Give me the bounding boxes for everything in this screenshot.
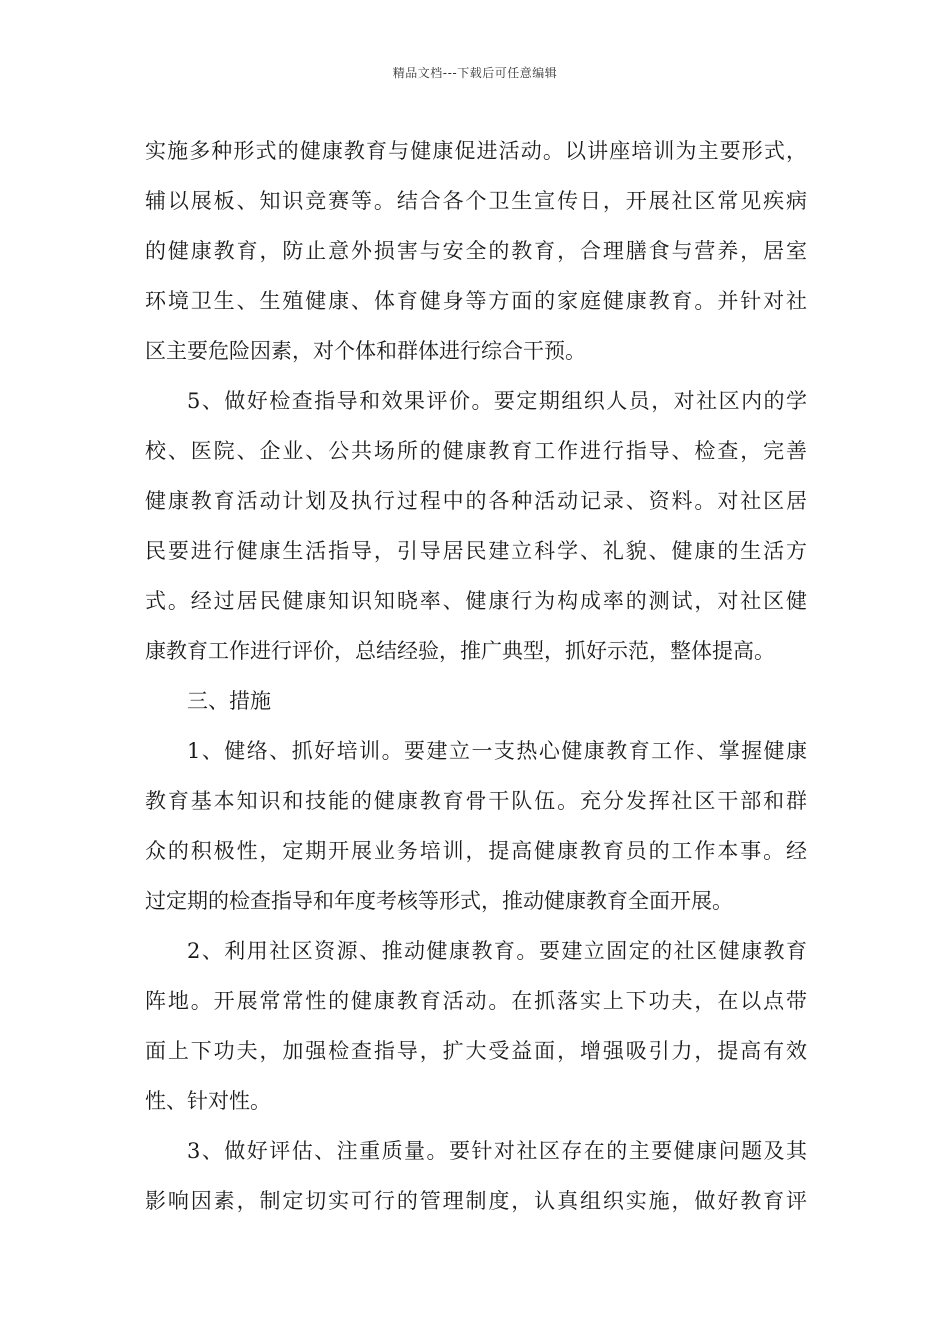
text-line: 健康教育活动计划及执行过程中的各种活动记录、资料。对社区居 — [145, 489, 807, 513]
text-line: 1、健络、抓好培训。要建立一支热心健康教育工作、掌握健康 — [187, 739, 807, 763]
text-line: 2、利用社区资源、推动健康教育。要建立固定的社区健康教育 — [187, 939, 807, 963]
text-line: 式。经过居民健康知识知晓率、健康行为构成率的测试，对社区健 — [145, 589, 807, 613]
text-line: 影响因素，制定切实可行的管理制度，认真组织实施，做好教育评 — [145, 1189, 807, 1213]
text-line: 众的积极性，定期开展业务培训，提高健康教育员的工作本事。经 — [145, 839, 807, 863]
text-line: 三、措施 — [187, 689, 271, 713]
document-body — [145, 126, 807, 1226]
text-line: 教育基本知识和技能的健康教育骨干队伍。充分发挥社区干部和群 — [145, 789, 807, 813]
text-line: 阵地。开展常常性的健康教育活动。在抓落实上下功夫，在以点带 — [145, 989, 807, 1013]
text-line: 5、做好检查指导和效果评价。要定期组织人员，对社区内的学 — [187, 389, 807, 413]
page-header: 精品文档---下载后可任意编辑 — [392, 66, 558, 80]
text-line: 辅以展板、知识竞赛等。结合各个卫生宣传日，开展社区常见疾病 — [145, 189, 807, 213]
text-line: 环境卫生、生殖健康、体育健身等方面的家庭健康教育。并针对社 — [145, 289, 807, 313]
text-line: 区主要危险因素，对个体和群体进行综合干预。 — [145, 339, 586, 363]
text-line: 性、针对性。 — [145, 1089, 271, 1113]
text-line: 校、医院、企业、公共场所的健康教育工作进行指导、检查，完善 — [145, 439, 807, 463]
text-line: 3、做好评估、注重质量。要针对社区存在的主要健康问题及其 — [187, 1139, 807, 1163]
text-line: 康教育工作进行评价，总结经验，推广典型，抓好示范，整体提高。 — [145, 639, 775, 663]
text-line: 实施多种形式的健康教育与健康促进活动。以讲座培训为主要形式， — [145, 139, 807, 163]
text-line: 的健康教育，防止意外损害与安全的教育，合理膳食与营养，居室 — [145, 239, 807, 263]
text-line: 面上下功夫，加强检查指导，扩大受益面，增强吸引力，提高有效 — [145, 1039, 807, 1063]
text-line: 民要进行健康生活指导，引导居民建立科学、礼貌、健康的生活方 — [145, 539, 807, 563]
text-line: 过定期的检查指导和年度考核等形式，推动健康教育全面开展。 — [145, 889, 733, 913]
